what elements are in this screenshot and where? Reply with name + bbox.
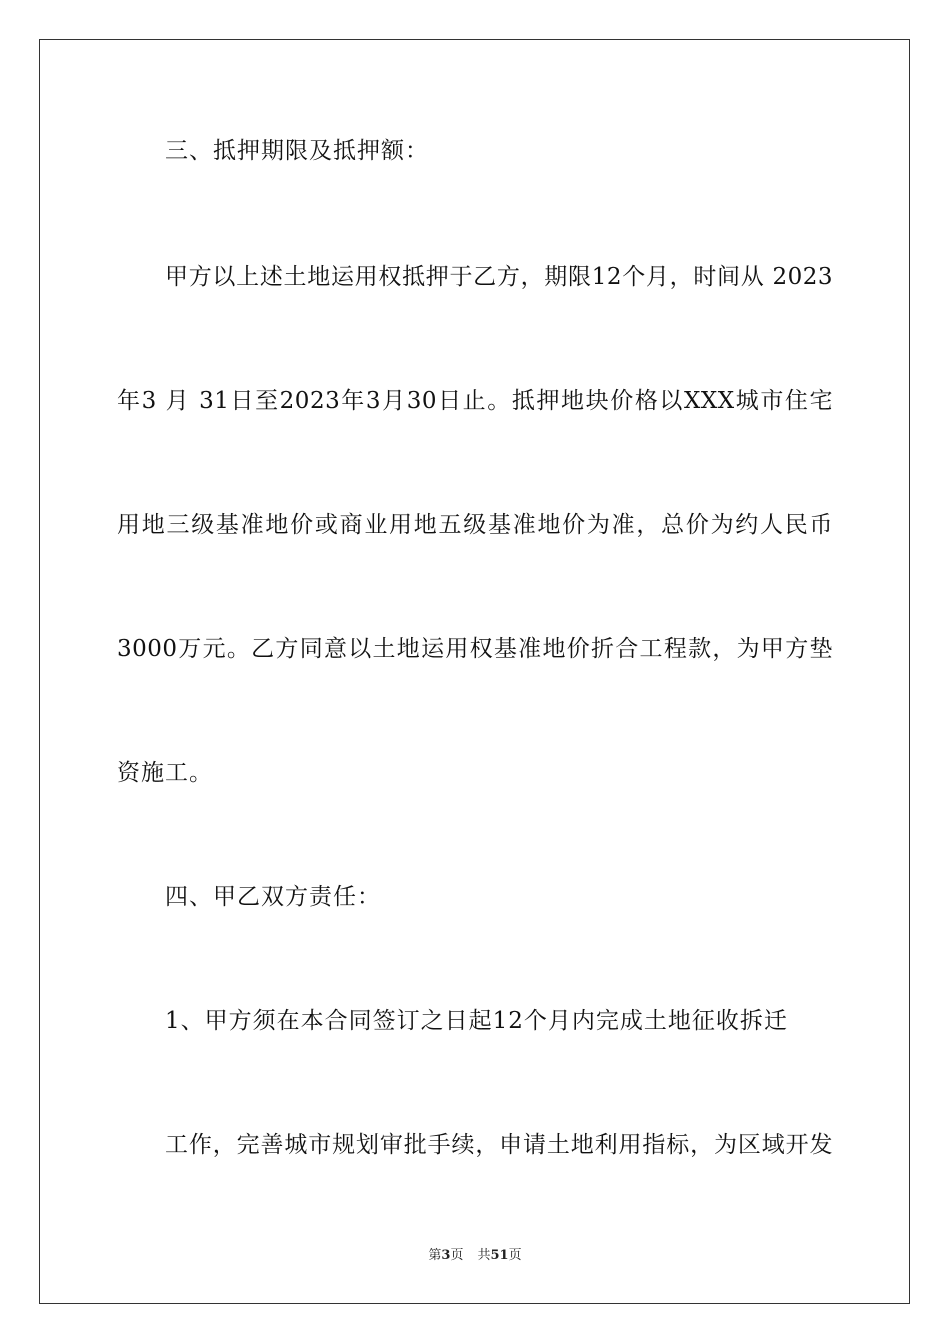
footer-total-pages: 51 xyxy=(490,1248,509,1263)
paragraph-line-4: 3000万元。乙方同意以土地运用权基准地价折合工程款，为甲方垫 xyxy=(117,636,833,662)
paragraph-line-1: 甲方以上述土地运用权抵押于乙方，期限12个月，时间从 2023 xyxy=(165,264,833,290)
footer-page-suffix: 页 xyxy=(450,1248,464,1263)
footer-total-suffix: 页 xyxy=(508,1248,522,1263)
section-heading-4: 四、甲乙双方责任： xyxy=(165,884,381,910)
list-item-1-line-1: 1、甲方须在本合同签订之日起12个月内完成土地征收拆迁 xyxy=(165,1008,788,1034)
page-border xyxy=(39,39,910,1304)
list-item-1-line-2: 工作，完善城市规划审批手续，申请土地利用指标，为区域开发 xyxy=(165,1132,833,1158)
paragraph-line-5: 资施工。 xyxy=(117,760,213,786)
paragraph-line-3: 用地三级基准地价或商业用地五级基准地价为准，总价为约人民币 xyxy=(117,512,833,538)
footer-page-number: 3 xyxy=(441,1248,451,1263)
paragraph-line-2: 年3 月 31日至2023年3月30日止。抵押地块价格以XXX城市住宅 xyxy=(117,388,833,414)
section-heading-3: 三、抵押期限及抵押额： xyxy=(165,138,429,164)
page-footer xyxy=(0,1248,950,1264)
footer-total-prefix: 共 xyxy=(477,1248,491,1263)
footer-page-prefix: 第 xyxy=(428,1248,442,1263)
